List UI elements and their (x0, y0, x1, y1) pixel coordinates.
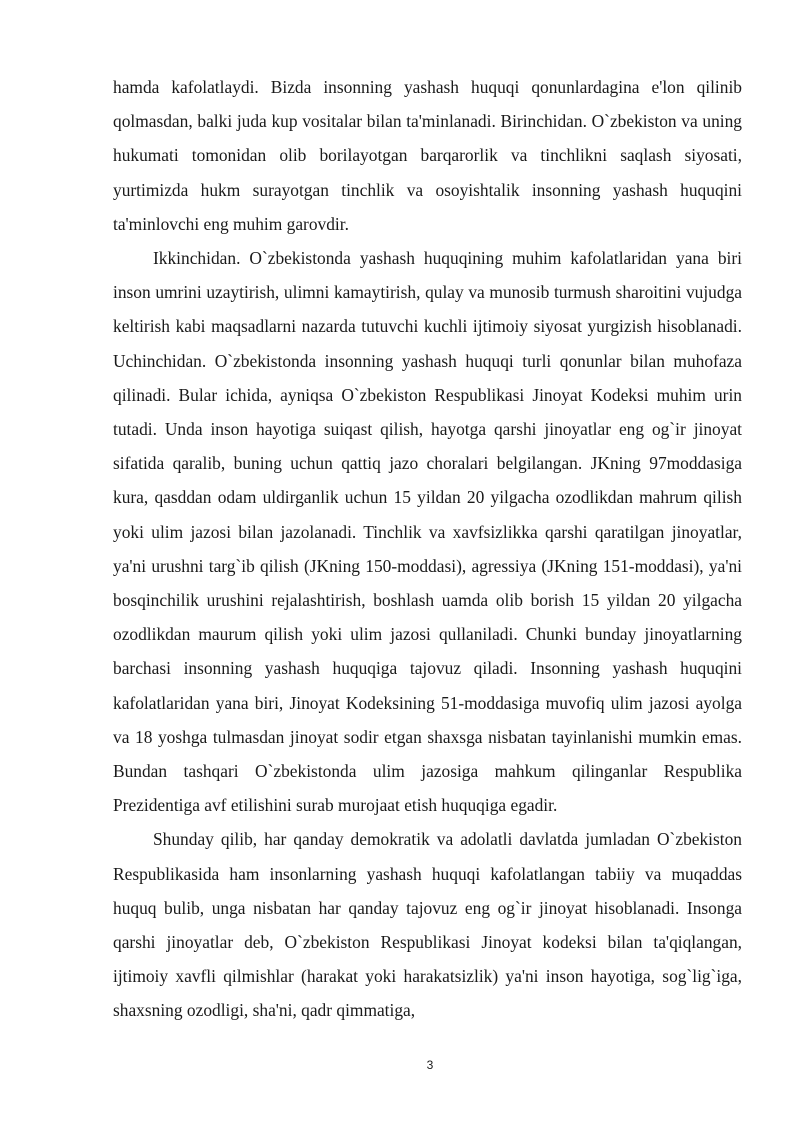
body-text (113, 70, 742, 1028)
paragraph-1: hamda kafolatlaydi. Bizda insonning yashash huquqi qonunlardagina e'lon qilinib qolmasdan, balki juda kup vositalar bilan ta'minlanadi. Birinchidan. O`zbekiston va uning hukumati tomonidan olib borilayotgan barqarorlik va tinchlikni saqlash siyosati, yurtimizda hukm surayotgan tinchlik va osoyishtalik insonning yashash huquqini ta'minlovchi eng muhim garovdir. (113, 77, 742, 234)
paragraph-2: Ikkinchidan. O`zbekistonda yashash huquqining muhim kafolatlaridan yana biri inson umrini uzaytirish, ulimni kamaytirish, qulay va munosib turmush sharoitini vujudga keltirish kabi maqsadlarni nazarda tutuvchi kuchli ijtimoiy siyosat yurgizish hisoblanadi. Uchinchidan. O`zbekistonda insonning yashash huquqi turli qonunlar bilan muhofaza qilinadi. Bular ichida, ayniqsa O`zbekiston Respublikasi Jinoyat Kodeksi muhim urin tutadi. Unda inson hayotiga suiqast qilish, hayotga qarshi jinoyatlar eng og`ir jinoyat sifatida qaralib, buning uchun qattiq jazo choralari belgilangan. JKning 97moddasiga kura, qasddan odam uldirganlik uchun 15 yildan 20 yilgacha ozodlikdan mahrum qilish yoki ulim jazosi bilan jazolanadi. Tinchlik va xavfsizlikka qarshi qaratilgan jinoyatlar, ya'ni urushni targ`ib qilish (JKning 150-moddasi), agressiya (JKning 151-moddasi), ya'ni bosqinchilik urushini rejalashtirish, boshlash uamda olib borish 15 yildan 20 yilgacha ozodlikdan maurum qilish yoki ulim jazosi qullaniladi. Chunki bunday jinoyatlarning barchasi insonning yashash huquqiga tajovuz qiladi. Insonning yashash huquqini kafolatlaridan yana biri, Jinoyat Kodeksining 51-moddasiga muvofiq ulim jazosi ayolga va 18 yoshga tulmasdan jinoyat sodir etgan shaxsga nisbatan tayinlanishi mumkin emas. Bundan tashqari O`zbekistonda ulim jazosiga mahkum qilinganlar Respublika Prezidentiga avf etilishini surab murojaat etish huquqiga egadir. (113, 248, 742, 816)
page-number: 3 (426, 1058, 434, 1072)
paragraph-3: Shunday qilib, har qanday demokratik va adolatli davlatda jumladan O`zbekiston Respublikasida ham insonlarning yashash huquqi kafolatlangan tabiiy va muqaddas huquq bulib, unga nisbatan har qanday tajovuz eng og`ir jinoyat hisoblanadi. Insonga qarshi jinoyatlar deb, O`zbekiston Respublikasi Jinoyat kodeksi bilan ta'qiqlangan, ijtimoiy xavfli qilmishlar (harakat yoki harakatsizlik) ya'ni inson hayotiga, sog`lig`iga, shaxsning ozodligi, sha'ni, qadr qimmatiga, (113, 829, 742, 1021)
